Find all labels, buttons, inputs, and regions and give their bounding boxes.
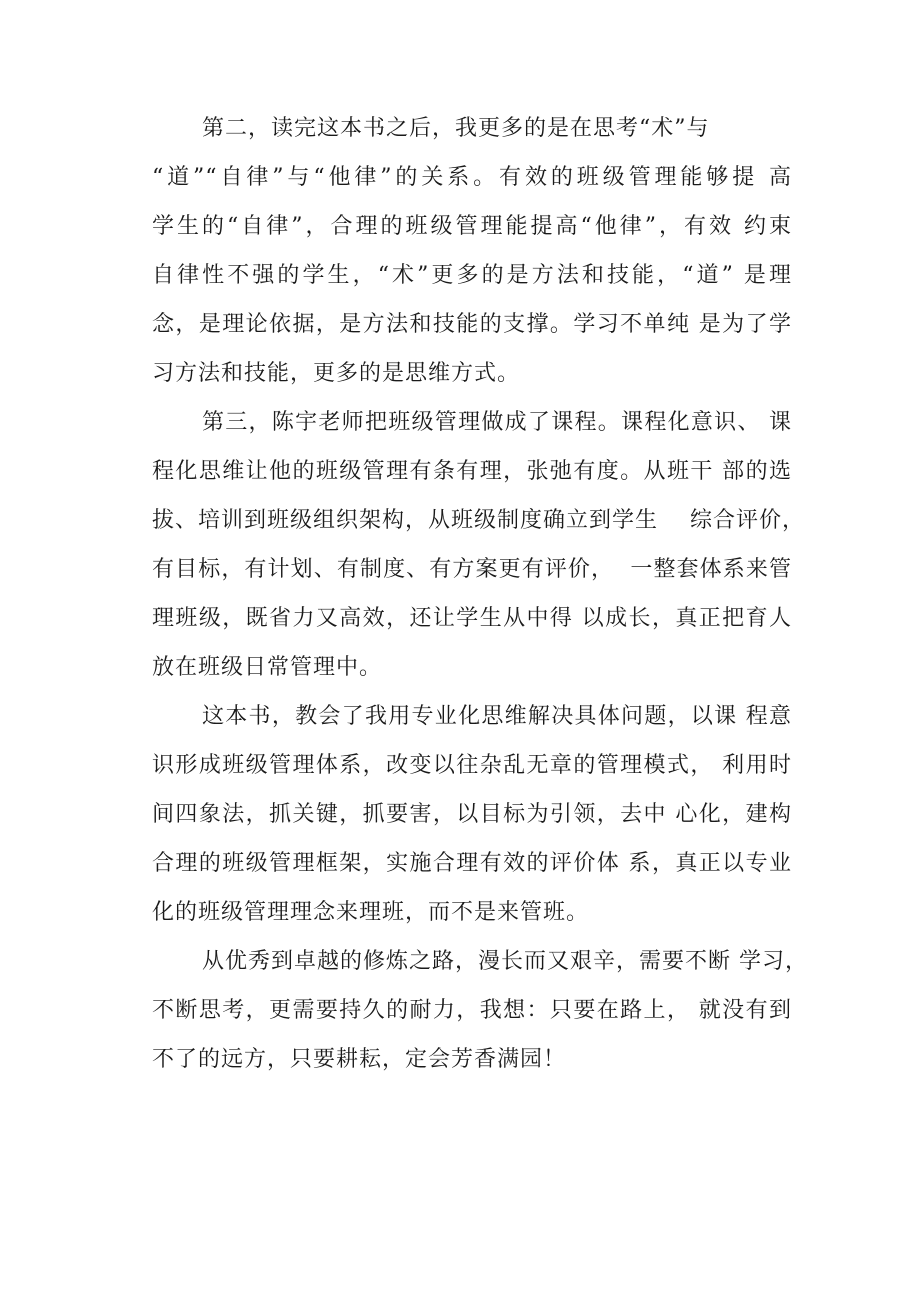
text-line: 化的班级管理理念来理班，而不是来管班。 (152, 900, 590, 925)
text-line: 这本书，教会了我用专业化思维解决具体问题，以课 程意 (202, 704, 792, 729)
document-body (152, 104, 808, 1084)
text-line: 学生的“自律”，合理的班级管理能提高“他律”，有效 约束 (152, 214, 792, 239)
text-line: 理班级，既省力又高效，还让学生从中得 以成长，真正把育人 (152, 606, 792, 631)
text-line: 不了的远方，只要耕耘，定会芳香满园！ (152, 1047, 567, 1072)
text-line: 有目标，有计划、有制度、有方案更有评价， 一整套体系来管 (152, 557, 792, 582)
paragraph-3 (152, 692, 792, 937)
paragraph-4 (152, 937, 808, 1084)
text-line: 间四象法，抓关键，抓要害，以目标为引领，去中 心化，建构 (152, 802, 792, 827)
text-line: 念，是理论依据，是方法和技能的支撑。学习不单纯 是为了学 (152, 312, 792, 337)
text-line: 合理的班级管理框架，实施合理有效的评价体 系，真正以专业 (152, 851, 792, 876)
text-line: 习方法和技能，更多的是思维方式。 (152, 361, 521, 386)
text-line: “道”“自律”与“他律”的关系。有效的班级管理能够提 高 (152, 165, 792, 190)
text-line: 第三，陈宇老师把班级管理做成了课程。课程化意识、 课 (202, 410, 792, 435)
text-line: 程化思维让他的班级管理有条有理，张弛有度。从班干 部的选 (152, 459, 792, 484)
text-line: 拔、培训到班级组织架构，从班级制度确立到学生 综合评价， (152, 508, 805, 533)
text-line: 自律性不强的学生，“术”更多的是方法和技能，“道” 是理 (152, 263, 792, 288)
paragraph-1 (152, 104, 792, 398)
text-line: 放在班级日常管理中。 (152, 655, 383, 680)
text-line: 从优秀到卓越的修炼之路，漫长而又艰辛，需要不断 学习， (202, 949, 808, 974)
paragraph-2 (152, 398, 805, 692)
text-line: 第二，读完这本书之后，我更多的是在思考“术”与 (202, 116, 710, 141)
text-line: 不断思考，更需要持久的耐力，我想：只要在路上， 就没有到 (152, 998, 792, 1023)
text-line: 识形成班级管理体系，改变以往杂乱无章的管理模式， 利用时 (152, 753, 792, 778)
